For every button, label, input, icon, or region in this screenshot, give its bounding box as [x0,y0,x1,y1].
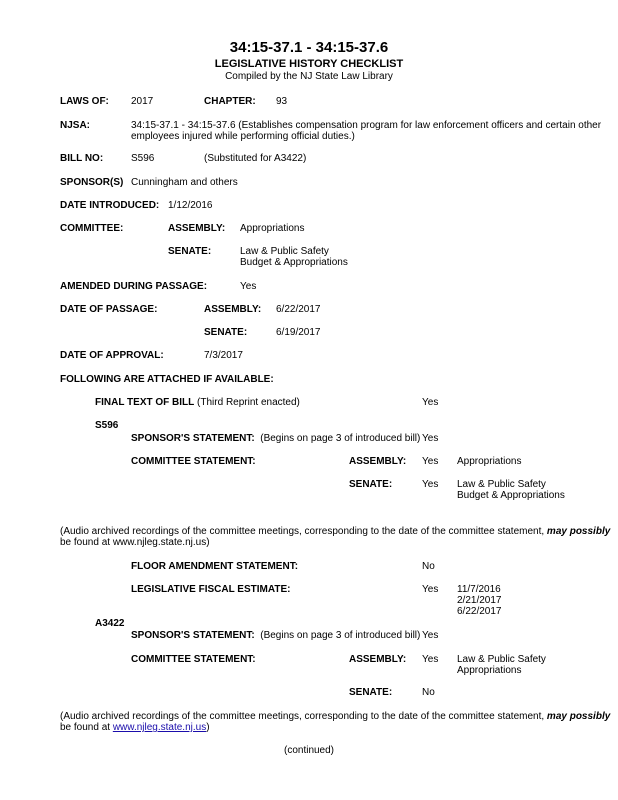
final-text-row [95,397,300,409]
sponsor-label: SPONSOR(S) [60,177,124,188]
committee-label: COMMITTEE: [60,223,124,234]
page-subtitle: LEGISLATIVE HISTORY CHECKLIST [214,58,404,70]
approval-value: 7/3/2017 [204,350,243,361]
a3422-sponsor-row [131,630,420,642]
committee-senate-label: SENATE: [168,246,212,257]
audio-note-2-suffix: ) [206,722,210,733]
a3422-committee-label: COMMITTEE STATEMENT: [131,654,256,665]
njleg-link[interactable]: www.njleg.state.nj.us [112,722,207,733]
audio-note-2-emph: may possibly [546,711,611,722]
s596-senate-value: Yes [422,479,439,490]
s596-senate-committee-1: Law & Public Safety [457,479,546,490]
s596-senate-committee-2: Budget & Appropriations [457,490,565,501]
passage-assembly-label: ASSEMBLY: [204,304,262,315]
amended-label: AMENDED DURING PASSAGE: [60,281,208,292]
chapter-value: 93 [276,96,288,107]
laws-of-label: LAWS OF: [60,96,109,107]
passage-senate-value: 6/19/2017 [276,327,321,338]
audio-note-1-text: (Audio archived recordings of the committee meetings, corresponding to the date of the committee statement, [60,526,545,537]
compiled-by: Compiled by the NJ State Law Library [225,71,393,82]
audio-note-2-prefix: be found at [60,722,113,733]
fiscal-estimate-label: LEGISLATIVE FISCAL ESTIMATE: [131,584,291,595]
attached-heading: FOLLOWING ARE ATTACHED IF AVAILABLE: [60,374,274,385]
a3422-assembly-label: ASSEMBLY: [349,654,407,665]
a3422-senate-label: SENATE: [349,687,393,698]
s596-sponsor-value: Yes [422,433,439,444]
chapter-label: CHAPTER: [204,96,256,107]
a3422-sponsor-label: SPONSOR'S STATEMENT: [131,630,255,641]
a3422-senate-value: No [422,687,435,698]
s596-assembly-committee: Appropriations [457,456,522,467]
njsa-line1: 34:15-37.1 - 34:15-37.6 (Establishes compensation program for law enforcement officers and certain other [131,120,602,131]
a3422-sponsor-value: Yes [422,630,439,641]
date-introduced-value: 1/12/2016 [168,200,213,211]
bill-no-label: BILL NO: [60,153,104,164]
s596-sponsor-row [131,433,420,445]
committee-senate-value-1: Law & Public Safety [240,246,329,257]
passage-label: DATE OF PASSAGE: [60,304,158,315]
passage-senate-label: SENATE: [204,327,248,338]
audio-note-2-text: (Audio archived recordings of the committee meetings, corresponding to the date of the committee statement, [60,711,545,722]
s596-assembly-value: Yes [422,456,439,467]
date-introduced-label: DATE INTRODUCED: [60,200,160,211]
audio-note-1-line2: be found at www.njleg.state.nj.us) [60,537,210,548]
sponsor-value: Cunningham and others [131,177,238,188]
committee-assembly-label: ASSEMBLY: [168,223,226,234]
final-text-label: FINAL TEXT OF BILL [95,397,195,408]
njsa-line2: employees injured while performing official duties.) [131,131,355,142]
fiscal-date-3: 6/22/2017 [457,606,502,617]
committee-assembly-value: Appropriations [240,223,305,234]
bill-no-note: (Substituted for A3422) [204,153,307,164]
fiscal-date-2: 2/21/2017 [457,595,502,606]
s596-senate-label: SENATE: [349,479,393,490]
fiscal-estimate-value: Yes [422,584,439,595]
a3422-assembly-committee-2: Appropriations [457,665,522,676]
bill-no-value: S596 [131,153,155,164]
final-text-note: (Third Reprint enacted) [197,397,300,408]
laws-of-value: 2017 [131,96,154,107]
committee-senate-value-2: Budget & Appropriations [240,257,348,268]
a3422-sponsor-note: (Begins on page 3 of introduced bill) [260,630,421,641]
s596-sponsor-label: SPONSOR'S STATEMENT: [131,433,255,444]
a3422-bill-label: A3422 [95,618,125,629]
continued-footer: (continued) [283,745,335,756]
final-text-value: Yes [422,397,439,408]
floor-amendment-label: FLOOR AMENDMENT STATEMENT: [131,561,299,572]
audio-note-1-emph: may possibly [546,526,611,537]
s596-bill-label: S596 [95,420,119,431]
fiscal-date-1: 11/7/2016 [457,584,501,595]
audio-note-2-line2 [60,722,210,734]
floor-amendment-value: No [422,561,435,572]
amended-value: Yes [240,281,257,292]
approval-label: DATE OF APPROVAL: [60,350,164,361]
a3422-assembly-value: Yes [422,654,439,665]
passage-assembly-value: 6/22/2017 [276,304,321,315]
page-title: 34:15-37.1 - 34:15-37.6 [229,39,389,56]
s596-assembly-label: ASSEMBLY: [349,456,407,467]
a3422-assembly-committee-1: Law & Public Safety [457,654,546,665]
s596-sponsor-note: (Begins on page 3 of introduced bill) [260,433,421,444]
s596-committee-label: COMMITTEE STATEMENT: [131,456,256,467]
njsa-label: NJSA: [60,120,91,131]
